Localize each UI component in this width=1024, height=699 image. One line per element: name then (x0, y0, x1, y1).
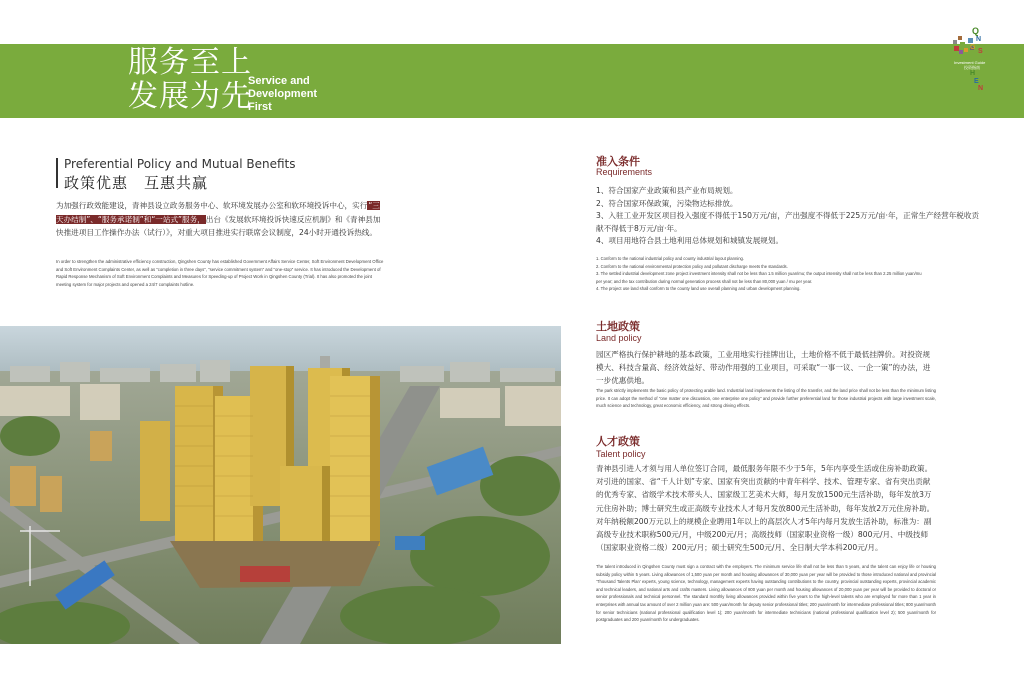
policy-paragraph-en: In order to strengthen the administrative efficiency construction, Qingshen County has established Government Affairs Service Center, Soft Environment Development Office and Soft Environment Complaints Center, as well as “completion in three days”, “service commitment system” and “one-stop” service. It has introduced the Development of Rapid Response Mechanism of Soft Environment Complaints and Measures for Speeding-up of Project Work in Qingshen County (Trial). It has also promoted the joint meeting system for major projects and opened a 24/7 complaints hotline. (56, 259, 384, 287)
talent-paragraph-en: The talent introduced in Qingshen County must sign a contract with the employers. The minimum service life shall not be less than 5 years, and the talent can enjoy life or housing subsidy policy within 5 years. Living allowances of 1,500 yuan per month and housing allowances of 30,000 yuan per year will be provided to those introduced national and provincial ‘Thousand Talents Plan’ experts, young science, technology, management experts having outstanding contributions to the country, provincial outstanding experts, provincial academic and technical leaders, and national arts and crafts masters. Living allowances of 800 yuan per month and housing allowances of 20,000 yuan per year will be provided to doctoral or senior professionals and technical personnel. The standard monthly living allowances provided within five years to the high-level talents who are employed for more than 1 year in enterprises with annual tax amount of over 2 million yuan are: 500 yuan/month for deputy senior professional titles; 200 yuan/month for intermediate professional titles; 800 yuan/month for senior technicians (national professional qualification level 1); 200 yuan/month for intermediate technicians (national professional qualification level 2); 500 yuan/month for postgraduates and 200 yuan/month for undergraduates. (596, 564, 936, 623)
qingshen-logo: Q N G S Investment Guide 投资指南 H E N (950, 26, 1014, 92)
requirements-list-cn (596, 185, 986, 248)
list-item: 2. Conform to the national environmental protection policy and pollutant discharge meets the standards. (596, 263, 788, 269)
list-item: 3. The settled industrial development zone project investment intensity shall not be less than 1.5 million yuan/mu; the output intensity shall not be less than 2.25 million yuan/mu per year; and the tax contribution during normal generation process shall not be less than 80,000 yuan / mu per year. (596, 271, 922, 284)
page-title-en: Service and Development First (248, 75, 318, 113)
list-item: 3、入驻工业开发区项目投入强度不得低于150万元/亩，产出强度不得低于225万元/亩·年，正常生产经营年税收贡献不得低于8万元/亩·年。 (596, 211, 980, 233)
land-paragraph-cn: 园区严格执行保护耕地的基本政策，工业用地实行挂牌出让，土地价格不低于最低挂牌价。对投资规模大、科技含量高、经济效益好、带动作用强的工业项目，可采取“一事一议、一企一策”的办法，进一步优惠供地。 (596, 350, 931, 386)
land-title-cn: 土地政策 (596, 320, 640, 333)
requirements-title-en: Requirements (596, 167, 653, 177)
list-item: 2、符合国家环保政策，污染物达标排放。 (596, 198, 738, 208)
policy-heading-cn: 政策优惠 互惠共赢 (64, 174, 209, 192)
land-paragraph-en: The park strictly implements the basic policy of protecting arable land. Industrial land implements the listing of the transfer, and the land price shall not be less than the minimum listing price. It can adopt the method of “one matter one discussion, one enterprise one policy” and provide further preferential land for those industrial projects with large investment scale, much science and technology, great economic efficiency, and strong driving effects. (596, 388, 936, 409)
talent-paragraph-cn: 青神县引进人才须与用人单位签订合同，最低服务年限不少于5年，5年内享受生活或住房补助政策。对引进的国家、省“千人计划”专家、国家有突出贡献的中青年科学、技术、管理专家、省有突出贡献的优秀专家、省级学术技术带头人、国家级工艺美术大师，每月发放1500元生活补助，每年发放3万元住房补助；博士研究生或正高级专业技术人才每月发放800元生活补助，每年发放2万元住房补助。对年纳税额200万元以上的规模企业聘用1年以上的高层次人才5年内每月发放生活补助，标准为：副高级专业技术职称500元/月，中级200元/月；高级技师（国家职业资格一级）800元/月、中级技师（国家职业资格二级）200元/月；硕士研究生500元/月、全日制大学本科200元/月。 (596, 464, 935, 553)
aerial-city-photo (0, 326, 561, 644)
talent-title-en: Talent policy (596, 449, 646, 459)
list-item: 4、项目用地符合县土地利用总体规划和城镇发展规划。 (596, 236, 784, 245)
heading-bar (56, 158, 58, 188)
talent-title-cn: 人才政策 (596, 435, 640, 448)
logo-emblem-icon (950, 26, 1014, 92)
list-item: 1. Conform to the national industrial policy and county industrial layout planning. (596, 256, 745, 261)
page-title-cn: 服务至上 发展为先 (128, 45, 252, 114)
list-item: 4. The project use land shall conform to the county land use overall planning and urban development planning. (596, 286, 801, 291)
policy-paragraph-cn: 为加强行政效能建设，青神县设立政务服务中心、软环境发展办公室和软环境投诉中心，实行“三天办结制”、“服务承诺制”和“一站式”服务，出台《发展软环境投诉快速反应机制》和《青神县加快推进项目工作操作办法（试行）》，对重大项目推进实行联席会议制度，24小时开通投诉热线。 (56, 201, 381, 237)
land-title-en: Land policy (596, 333, 642, 343)
highlight-services: “三天办结制”、“服务承诺制”和“一站式”服务， (56, 201, 380, 224)
list-item: 1、符合国家产业政策和县产业布局规划。 (596, 186, 738, 195)
policy-heading-en: Preferential Policy and Mutual Benefits (64, 157, 296, 171)
requirements-title-cn: 准入条件 (596, 155, 640, 168)
requirements-list-en (596, 255, 926, 293)
